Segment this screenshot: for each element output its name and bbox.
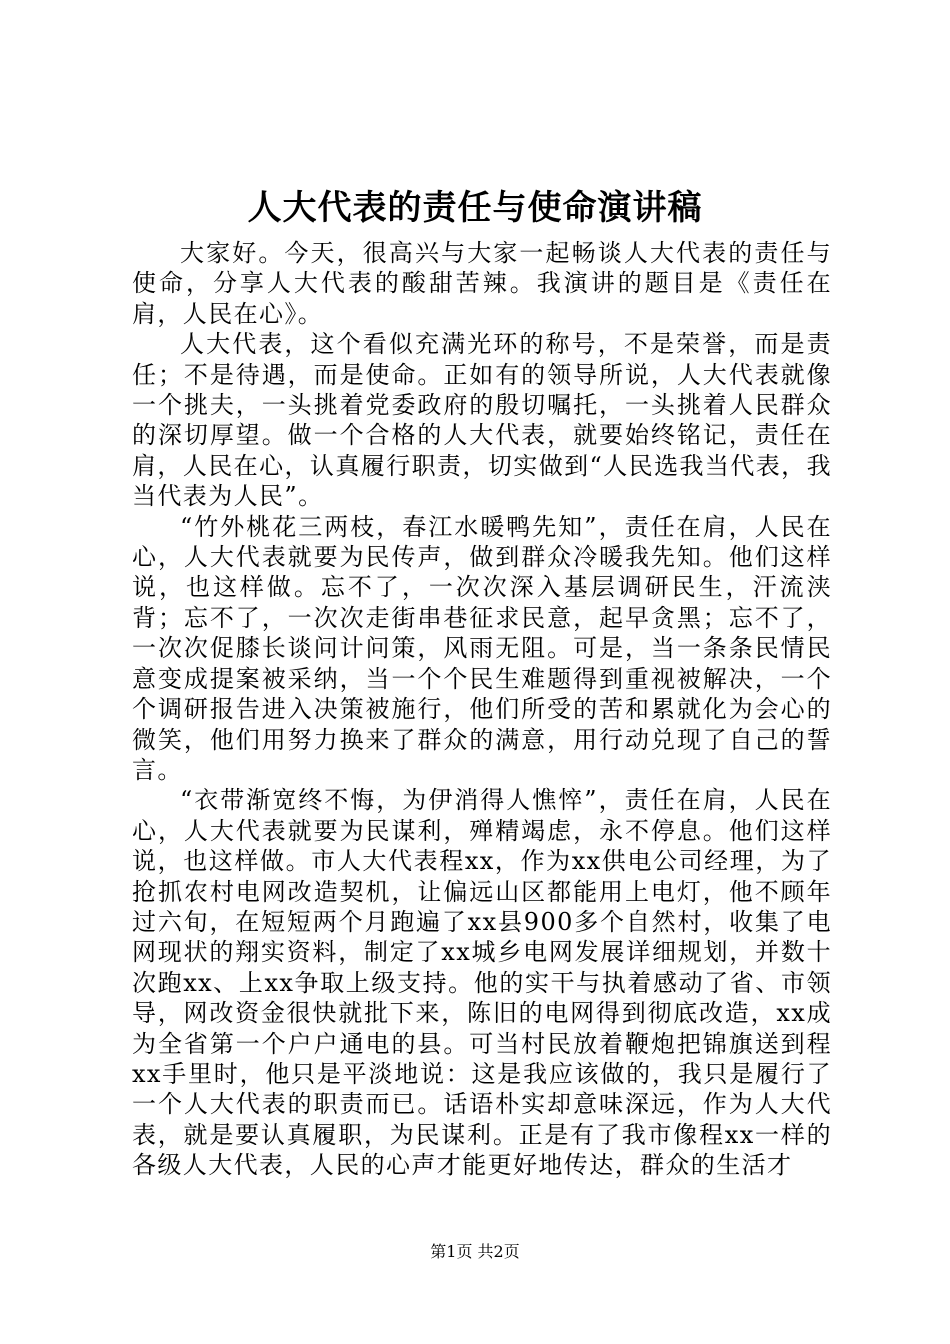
paragraph-4: “衣带渐宽终不悔，为伊消得人憔悴”，责任在肩，人民在心，人大代表就要为民谋利，殚精竭虑，永不停息。他们这样说，也这样做。市人大代表程xx，作为xx供电公司经理，为了抢抓农村电网改造契机，让偏远山区都能用上电灯，他不顾年过六旬，在短短两个月跑遍了xx县900多个自然村，收集了电网现状的翔实资料，制定了xx城乡电网发展详细规划，并数十次跑xx、上xx争取上级支持。他的实干与执着感动了省、市领导，网改资金很快就批下来，陈旧的电网得到彻底改造，xx成为全省第一个户户通电的县。可当村民放着鞭炮把锦旗送到程xx手里时，他只是平淡地说：这是我应该做的，我只是履行了一个人大代表的职责而已。话语朴实却意味深远，作为人大代表，就是要认真履职，为民谋利。正是有了我市像程xx一样的各级人大代表，人民的心声才能更好地传达，群众的生活才 — [132, 786, 832, 1180]
document-title: 人大代表的责任与使命演讲稿 — [247, 188, 703, 228]
paragraph-3: “竹外桃花三两枝，春江水暖鸭先知”，责任在肩，人民在心，人大代表就要为民传声，做到群众冷暖我先知。他们这样说，也这样做。忘不了，一次次深入基层调研民生，汗流浃背；忘不了，一次次走街串巷征求民意，起早贪黑；忘不了，一次次促膝长谈问计问策，风雨无阻。可是，当一条条民情民意变成提案被采纳，当一个个民生难题得到重视被解决，一个个调研报告进入决策被施行，他们所受的苦和累就化为会心的微笑，他们用努力换来了群众的满意，用行动兑现了自己的誓言。 — [132, 512, 832, 784]
paragraph-2: 人大代表，这个看似充满光环的称号，不是荣誉，而是责任；不是待遇，而是使命。正如有的领导所说，人大代表就像一个挑夫，一头挑着党委政府的殷切嘱托，一头挑着人民群众的深切厚望。做一个合格的人大代表，就要始终铭记，责任在肩，人民在心，认真履行职责，切实做到“人民选我当代表，我当代表为人民”。 — [132, 330, 832, 511]
page-footer: 第1页 共2页 — [430, 1242, 520, 1261]
paragraph-1: 大家好。今天，很高兴与大家一起畅谈人大代表的责任与使命，分享人大代表的酸甜苦辣。我演讲的题目是《责任在肩，人民在心》。 — [132, 239, 832, 328]
document-body — [132, 238, 832, 1181]
